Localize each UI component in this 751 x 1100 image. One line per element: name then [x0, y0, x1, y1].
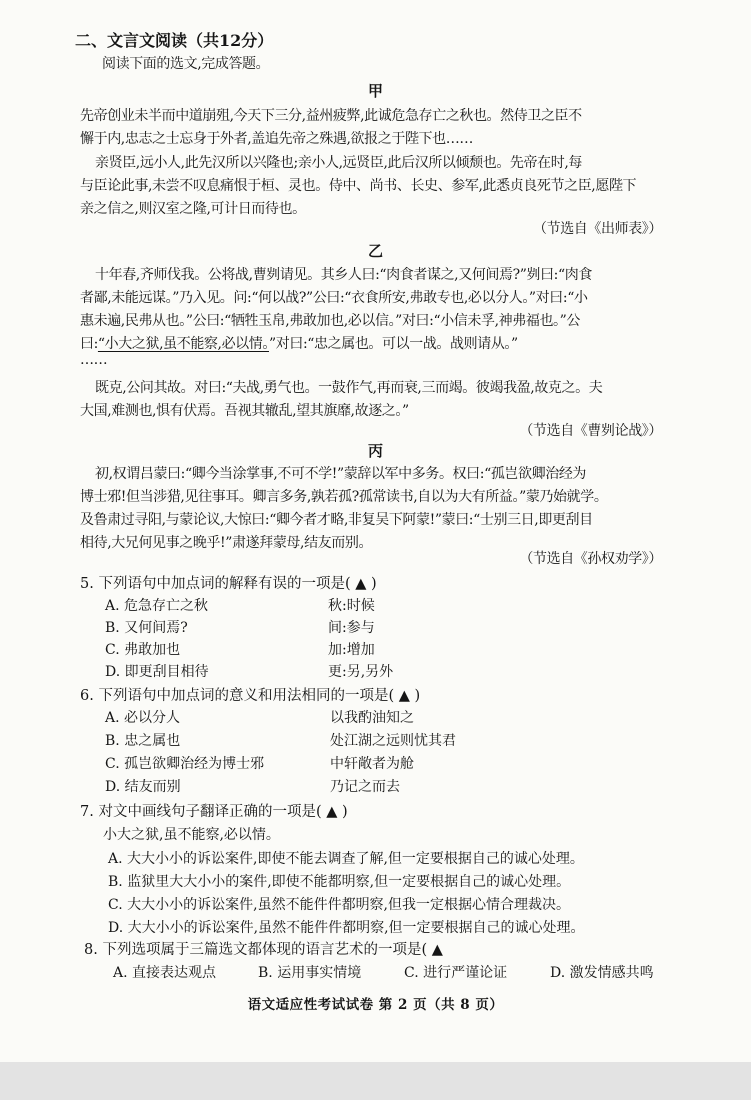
- question-6-option-a: A. 必以分人: [105, 710, 181, 726]
- passage-bing-line: 相待,大兄何见事之晚乎!”肃遂拜蒙母,结友而别。: [80, 535, 373, 551]
- question-6-option-d-compare: 乃记之而去: [330, 779, 400, 795]
- section-instruction: 阅读下面的选文,完成答题。: [102, 56, 270, 72]
- question-5-option-b: B. 又何间焉?: [105, 620, 188, 636]
- passage-jia-label: 甲: [367, 82, 383, 100]
- passage-bing-source: （节选自《孙权劝学》）: [519, 551, 662, 567]
- question-5-option-a: A. 危急存亡之秋: [105, 598, 209, 614]
- question-8-stem: 8. 下列选项属于三篇选文都体现的语言艺术的一项是( ▲: [84, 942, 443, 958]
- passage-jia-line: 与臣论此事,未尝不叹息痛恨于桓、灵也。侍中、尚书、长史、参军,此悉贞良死节之臣,愿陛下: [80, 178, 637, 194]
- passage-yi-line: 十年春,齐师伐我。公将战,曹刿请见。其乡人曰:“肉食者谋之,又何间焉?”刿曰:“肉食: [95, 267, 592, 283]
- question-8-option-c: C. 进行严谨论证: [404, 965, 508, 981]
- question-6-option-a-compare: 以我酌油知之: [330, 710, 414, 726]
- question-7-option-b: B. 监狱里大大小小的案件,即使不能都明察,但一定要根据自己的诚心处理。: [108, 874, 571, 890]
- passage-jia-line: 亲之信之,则汉室之隆,可计日而待也。: [80, 201, 306, 217]
- question-5-option-a-meaning: 秋:时候: [328, 598, 375, 614]
- question-6-stem: 6. 下列语句中加点词的意义和用法相同的一项是( ▲ ): [80, 688, 421, 704]
- passage-yi-source: （节选自《曹刿论战》）: [519, 423, 662, 439]
- passage-yi-line: 既克,公问其故。对曰:“夫战,勇气也。一鼓作气,再而衰,三而竭。彼竭我盈,故克之。夫: [95, 380, 603, 396]
- question-8-option-a: A. 直接表达观点: [113, 965, 217, 981]
- passage-yi-line: 大国,难测也,惧有伏焉。吾视其辙乱,望其旗靡,故逐之。”: [80, 403, 409, 419]
- passage-yi-line4-suffix: ”对曰:“忠之属也。可以一战。战则请从。”: [268, 336, 518, 352]
- question-6-option-b-compare: 处江湖之远则忧其君: [330, 733, 456, 749]
- question-7-option-c: C. 大大小小的诉讼案件,虽然不能件件都明察,但我一定根据心情合理裁决。: [108, 897, 571, 913]
- question-6-option-c: C. 孤岂欲卿治经为博士邪: [105, 756, 265, 772]
- passage-yi-line: 惠未遍,民弗从也。”公曰:“牺牲玉帛,弗敢加也,必以信。”对曰:“小信未孚,神弗福也。”公: [80, 313, 581, 329]
- passage-jia-line: 先帝创业未半而中道崩殂,今天下三分,益州疲弊,此诚危急存亡之秋也。然侍卫之臣不: [80, 108, 582, 124]
- passage-yi-line-with-underline: [80, 333, 518, 353]
- question-5-option-c-meaning: 加:增加: [328, 642, 375, 658]
- passage-yi-line: 者鄙,未能远谋。”乃入见。问:“何以战?”公曰:“衣食所安,弗敢专也,必以分人。”对曰:“小: [80, 290, 588, 306]
- question-6-option-d: D. 结友而别: [105, 779, 181, 795]
- passage-bing-line: 及鲁肃过寻阳,与蒙论议,大惊曰:“卿今者才略,非复吴下阿蒙!”蒙曰:“士别三日,即更刮目: [80, 512, 593, 528]
- passage-bing-label: 丙: [367, 442, 383, 460]
- question-7-option-d: D. 大大小小的诉讼案件,虽然不能件件都明察,但一定要根据自己的诚心处理。: [108, 920, 585, 936]
- passage-yi-label: 乙: [367, 242, 383, 260]
- question-8-option-b: B. 运用事实情境: [258, 965, 362, 981]
- passage-jia-source: （节选自《出师表》）: [533, 221, 662, 237]
- passage-yi-ellipsis: ……: [80, 352, 108, 368]
- question-8-option-d: D. 激发情感共鸣: [550, 965, 654, 981]
- passage-jia-line: 懈于内,忠志之士忘身于外者,盖追先帝之殊遇,欲报之于陛下也……: [80, 131, 473, 147]
- question-7-option-a: A. 大大小小的诉讼案件,即使不能去调查了解,但一定要根据自己的诚心处理。: [108, 851, 584, 867]
- question-7-quote: 小大之狱,虽不能察,必以情。: [103, 827, 280, 843]
- question-5-option-b-meaning: 间:参与: [328, 620, 375, 636]
- page-footer: 语文适应性考试试卷 第 2 页（共 8 页）: [247, 997, 504, 1013]
- question-5-stem: 5. 下列语句中加点词的解释有误的一项是( ▲ ): [80, 576, 377, 592]
- question-5-option-d: D. 即更刮目相待: [105, 664, 209, 680]
- question-5-option-c: C. 弗敢加也: [105, 642, 181, 658]
- passage-bing-line: 博士邪!但当涉猎,见往事耳。卿言多务,孰若孤?孤常读书,自以为大有所益。”蒙乃始就学。: [80, 489, 608, 505]
- bottom-margin-band: [0, 1062, 751, 1100]
- question-7-stem: 7. 对文中画线句子翻译正确的一项是( ▲ ): [80, 804, 348, 820]
- passage-jia-line: 亲贤臣,远小人,此先汉所以兴隆也;亲小人,远贤臣,此后汉所以倾颓也。先帝在时,每: [95, 155, 582, 171]
- section-heading: 二、文言文阅读（共12分）: [75, 31, 274, 50]
- underlined-sentence: “小大之狱,虽不能察,必以情。: [97, 336, 269, 352]
- passage-yi-line4-prefix: 曰:: [80, 336, 98, 352]
- passage-bing-line: 初,权谓吕蒙曰:“卿今当涂掌事,不可不学!”蒙辞以军中多务。权曰:“孤岂欲卿治经为: [95, 466, 587, 482]
- question-5-option-d-meaning: 更:另,另外: [328, 664, 394, 680]
- question-6-option-c-compare: 中轩敞者为舱: [330, 756, 414, 772]
- question-6-option-b: B. 忠之属也: [105, 733, 181, 749]
